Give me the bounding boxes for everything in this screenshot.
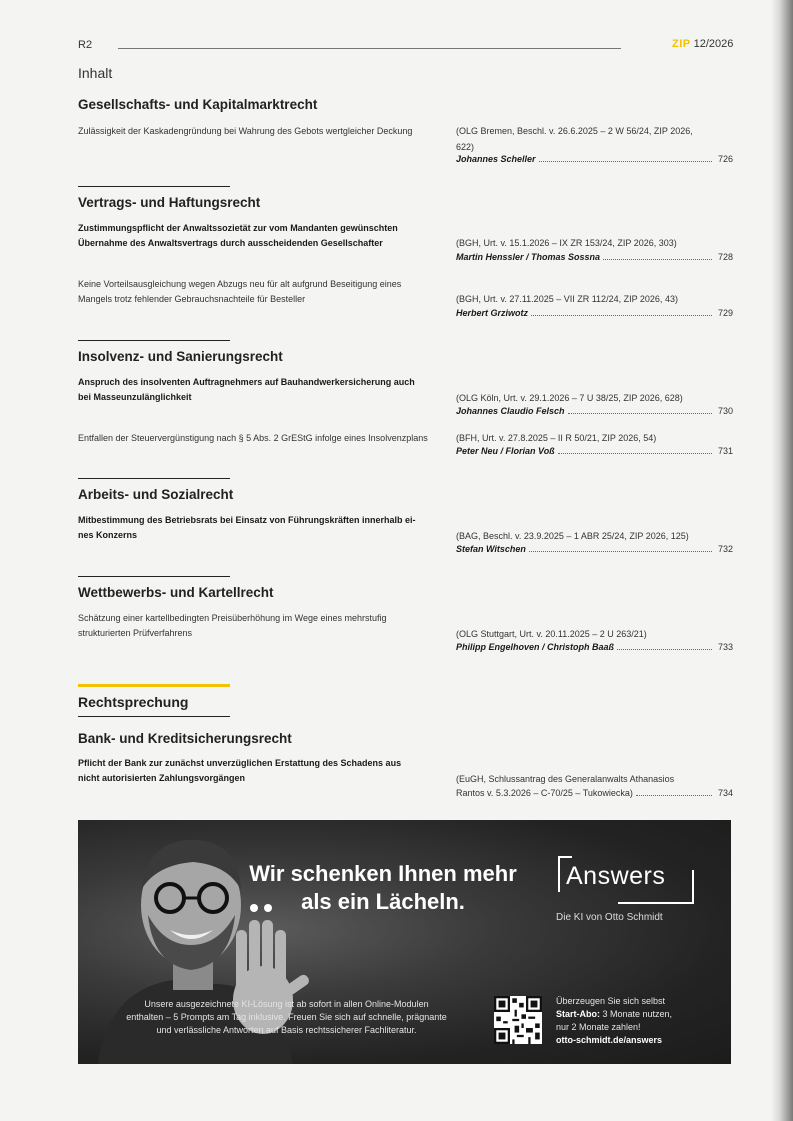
entry-page: 732 xyxy=(717,544,733,554)
answers-tagline: Die KI von Otto Schmidt xyxy=(556,912,663,923)
entry-reference: (OLG Köln, Urt. v. 29.1.2026 – 7 U 38/25, ZIP 2026, 628) xyxy=(456,393,683,403)
answers-logo-bracket xyxy=(558,856,572,858)
entry-page: 731 xyxy=(717,446,733,456)
section-title: Insolvenz- und Sanierungsrecht xyxy=(78,349,283,364)
section-rule xyxy=(78,340,230,341)
answers-logo: Answers xyxy=(566,862,666,890)
contents-title: Inhalt xyxy=(78,65,113,81)
section-title: Wettbewerbs- und Kartellrecht xyxy=(78,585,274,600)
answers-logo-bracket xyxy=(558,856,560,892)
qr-code-icon[interactable] xyxy=(494,996,542,1044)
entry-title: Zulässigkeit der Kaskadengründung bei Wahrung des Gebots wertgleicher Deckung xyxy=(78,126,413,136)
rechtsprechung-accent-rule xyxy=(78,684,230,687)
entry-author: Johannes Claudio Felsch xyxy=(456,406,565,416)
section-rule xyxy=(78,186,230,187)
section-rule xyxy=(78,716,230,717)
entry-reference: (EuGH, Schlussantrag des Generalanwalts Athanasios xyxy=(456,774,675,784)
issue-number: 12/2026 xyxy=(693,38,734,50)
section-rule xyxy=(78,478,230,479)
toc-entry-link[interactable] xyxy=(456,252,733,268)
toc-entry-link[interactable] xyxy=(456,308,733,324)
toc-entry-link[interactable] xyxy=(456,544,733,560)
leader-dots xyxy=(531,315,712,316)
entry-reference-cont: Rantos v. 5.3.2026 – C-70/25 – Tukowiecka) xyxy=(456,788,633,798)
leader-dots xyxy=(558,453,712,454)
ad-body-text: Unsere ausgezeichnete KI-Lösung ist ab sofort in allen Online-Modulen enthalten – 5 Prompts am Tag inklusive. Freuen Sie sich auf schnelle, prägnante und verlässliche Antworten auf Basis rechtssicherer Fachliteratur. xyxy=(126,999,447,1035)
section-title: Gesellschafts- und Kapitalmarktrecht xyxy=(78,97,318,112)
zip-logo: ZIP xyxy=(672,38,691,50)
entry-author: Johannes Scheller xyxy=(456,154,536,164)
journal-issue xyxy=(672,38,733,50)
entry-page: 726 xyxy=(717,154,733,164)
section-title: Arbeits- und Sozialrecht xyxy=(78,487,234,502)
entry-reference: (BAG, Beschl. v. 23.9.2025 – 1 ABR 25/24, ZIP 2026, 125) xyxy=(456,531,689,541)
ad-headline: Wir schenken Ihnen mehr als ein Lächeln. xyxy=(249,861,517,914)
entry-title: Entfallen der Steuervergünstigung nach § 5 Abs. 2 GrEStG infolge eines Insolvenzplans xyxy=(78,433,428,443)
advertisement-banner[interactable] xyxy=(78,820,731,1064)
entry-reference: (BFH, Urt. v. 27.8.2025 – II R 50/21, ZIP 2026, 54) xyxy=(456,433,657,443)
entry-page: 728 xyxy=(717,252,733,262)
leader-dots xyxy=(539,161,712,162)
entry-author: Stefan Witschen xyxy=(456,544,526,554)
entry-author: Philipp Engelhoven / Christoph Baaß xyxy=(456,642,615,652)
header-rule xyxy=(118,48,621,49)
leader-dots xyxy=(568,413,712,414)
entry-page: 730 xyxy=(717,406,733,416)
entry-reference: (BGH, Urt. v. 27.11.2025 – VII ZR 112/24, ZIP 2026, 43) xyxy=(456,294,678,304)
entry-page: 734 xyxy=(717,788,733,798)
toc-entry-link[interactable] xyxy=(456,788,733,804)
entry-author: Martin Henssler / Thomas Sossna xyxy=(456,252,601,262)
toc-entry-link[interactable] xyxy=(456,406,733,422)
entry-author: Herbert Grziwotz xyxy=(456,308,529,318)
start-abo-label: Start-Abo: xyxy=(556,1009,600,1019)
toc-entry-link[interactable] xyxy=(456,446,733,462)
entry-author: Peter Neu / Florian Voß xyxy=(456,446,555,456)
entry-title: Anspruch des insolventen Auftragnehmers auf Bauhandwerkersicherung auch bei Masseunzulänglichkeit xyxy=(78,377,415,402)
answers-logo-bracket xyxy=(618,902,694,904)
entry-title: Schätzung einer kartellbedingten Preisüberhöhung im Wege eines mehrstufig strukturierten Prüfverfahrens xyxy=(78,613,387,638)
entry-title: Keine Vorteilsausgleichung wegen Abzugs neu für alt aufgrund Beseitigung eines Mangels trotz fehlender Gebrauchsnachteile für Besteller xyxy=(78,279,402,304)
leader-dots xyxy=(617,649,712,650)
rechtsprechung-title: Rechtsprechung xyxy=(78,694,189,710)
leader-dots xyxy=(636,795,712,796)
entry-reference: (BGH, Urt. v. 15.1.2026 – IX ZR 153/24, ZIP 2026, 303) xyxy=(456,238,677,248)
page-edge-shadow xyxy=(771,0,793,1121)
toc-entry-link[interactable] xyxy=(456,154,733,170)
toc-entry-link[interactable] xyxy=(456,642,733,658)
section-rule xyxy=(78,576,230,577)
answers-url-link[interactable]: otto-schmidt.de/answers xyxy=(556,1035,663,1045)
page-number: R2 xyxy=(78,39,93,51)
entry-reference: (OLG Bremen, Beschl. v. 26.6.2025 – 2 W 56/24, ZIP 2026, 622) xyxy=(456,126,693,152)
leader-dots xyxy=(603,259,712,260)
answers-logo-bracket xyxy=(692,870,694,904)
ad-call-to-action: Überzeugen Sie sich selbst Start-Abo: 3 Monate nutzen, nur 2 Monate zahlen! otto-schmidt.de/answers xyxy=(556,996,673,1045)
section-title: Vertrags- und Haftungsrecht xyxy=(78,195,261,210)
entry-title: Mitbestimmung des Betriebsrats bei Einsatz von Führungskräften innerhalb ei- nes Konzerns xyxy=(78,515,416,540)
entry-title: Pflicht der Bank zur zunächst unverzüglichen Erstattung des Schadens aus nicht autorisierten Zahlungsvorgängen xyxy=(78,758,402,783)
section-title: Bank- und Kreditsicherungsrecht xyxy=(78,731,292,746)
entry-page: 733 xyxy=(717,642,733,652)
entry-reference: (OLG Stuttgart, Urt. v. 20.11.2025 – 2 U 263/21) xyxy=(456,629,647,639)
entry-page: 729 xyxy=(717,308,733,318)
entry-title: Zustimmungspflicht der Anwaltssozietät zur vom Mandanten gewünschten Übernahme des Anwaltsvertrags durch ausscheidenden Gesellschafter xyxy=(78,223,398,248)
leader-dots xyxy=(529,551,712,552)
